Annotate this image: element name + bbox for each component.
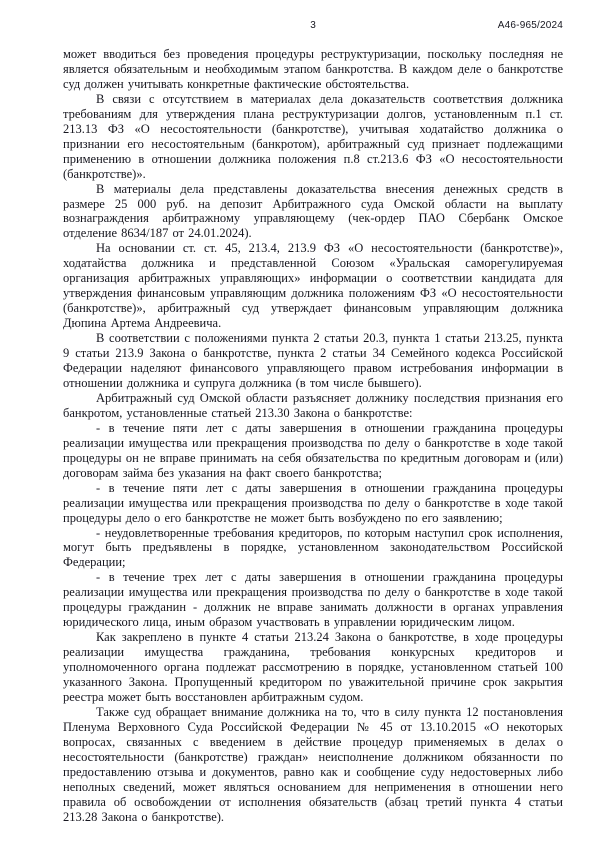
document-body (63, 47, 563, 825)
paragraph: Также суд обращает внимание должника на то, что в силу пункта 12 постановления Пленума Верховного Суда Российской Федерации № 45 от 13.10.2015 «О некоторых вопросах, связанных с введением в действие процедур применяемых в делах о несостоятельности (банкротстве) граждан» неисполнение должником обязанности по предоставлению отзыва и документов, равно как и сообщение суду недостоверных либо неполных сведений, может являться основанием для неприменения в отношении него правила об освобождении от исполнения обязательств (абзац третий пункта 4 статьи 213.28 Закона о банкротстве). (63, 704, 563, 824)
paragraph: В материалы дела представлены доказательства внесения денежных средств в размере 25 000 руб. на депозит Арбитражного суда Омской области на выплату вознаграждения арбитражному управляющему (чек-ордер ПАО Сбербанк Омское отделение 8634/187 от 24.01.2024). (63, 181, 563, 241)
page-header (63, 20, 563, 34)
case-number: А46-965/2024 (497, 20, 563, 31)
paragraph: - в течение трех лет с даты завершения в отношении гражданина процедуры реализации имущества или прекращения производства по делу о банкротстве в ходе такой процедуры гражданин - должник не вправе занимать должности в органах управления юридического лица, иным образом участвовать в управлении юридическим лицом. (63, 570, 563, 630)
paragraph: В связи с отсутствием в материалах дела доказательств соответствия должника требованиям для утверждения плана реструктуризации долгов, установленным п.1 ст. 213.13 ФЗ «О несостоятельности (банкротстве), учитывая ходатайство должника о признании его несостоятельным (банкротом), арбитражный суд признает подлежащими применению в отношении должника положения п.8 ст.213.6 ФЗ «О несостоятельности (банкротстве)». (63, 91, 563, 181)
paragraph: может вводиться без проведения процедуры реструктуризации, поскольку последняя не является обязательным и необходимым этапом банкротства. В каждом деле о банкротстве суд должен учитывать конкретные фактические обстоятельства. (63, 47, 563, 91)
paragraph: - в течение пяти лет с даты завершения в отношении гражданина процедуры реализации имущества или прекращения производства по делу о банкротстве в ходе такой процедуры он не вправе принимать на себя обязательства по кредитным договорам и (или) договорам займа без указания на факт своего банкротства; (63, 420, 563, 480)
paragraph: Арбитражный суд Омской области разъясняет должнику последствия признания его банкротом, установленные статьей 213.30 Закона о банкротстве: (63, 390, 563, 420)
paragraph: - неудовлетворенные требования кредиторов, по которым наступил срок исполнения, могут быть предъявлены в порядке, установленном законодательством Российской Федерации; (63, 525, 563, 570)
paragraph: В соответствии с положениями пункта 2 статьи 20.3, пункта 1 статьи 213.25, пункта 9 статьи 213.9 Закона о банкротстве, пункта 2 статьи 34 Семейного кодекса Российской Федерации наделяют финансового управляющего правом истребования информации в отношении должника и супруга должника (в том числе бывшего). (63, 331, 563, 390)
paragraph: На основании ст. ст. 45, 213.4, 213.9 ФЗ «О несостоятельности (банкротстве)», ходатайства должника и представленной Союзом «Уральская саморегулируемая организация арбитражных управляющих» информации о соответствии кандидата для утверждения финансовым управляющим должника положениям ФЗ «О несостоятельности (банкротстве)», арбитражный суд утверждает финансовым управляющим должника Дюпина Артема Андреевича. (63, 241, 563, 331)
paragraph: Как закреплено в пункте 4 статьи 213.24 Закона о банкротстве, в ходе процедуры реализации имущества гражданина, требования конкурсных кредиторов и уполномоченного органа подлежат рассмотрению в порядке, установленном статьей 100 указанного Закона. Пропущенный кредитором по уважительной причине срок закрытия реестра может быть восстановлен арбитражным судом. (63, 630, 563, 704)
page-number: 3 (310, 20, 316, 31)
paragraph: - в течение пяти лет с даты завершения в отношении гражданина процедуры реализации имущества или прекращения производства по делу о банкротстве в ходе такой процедуры дело о его банкротстве не может быть возбуждено по его заявлению; (63, 480, 563, 525)
